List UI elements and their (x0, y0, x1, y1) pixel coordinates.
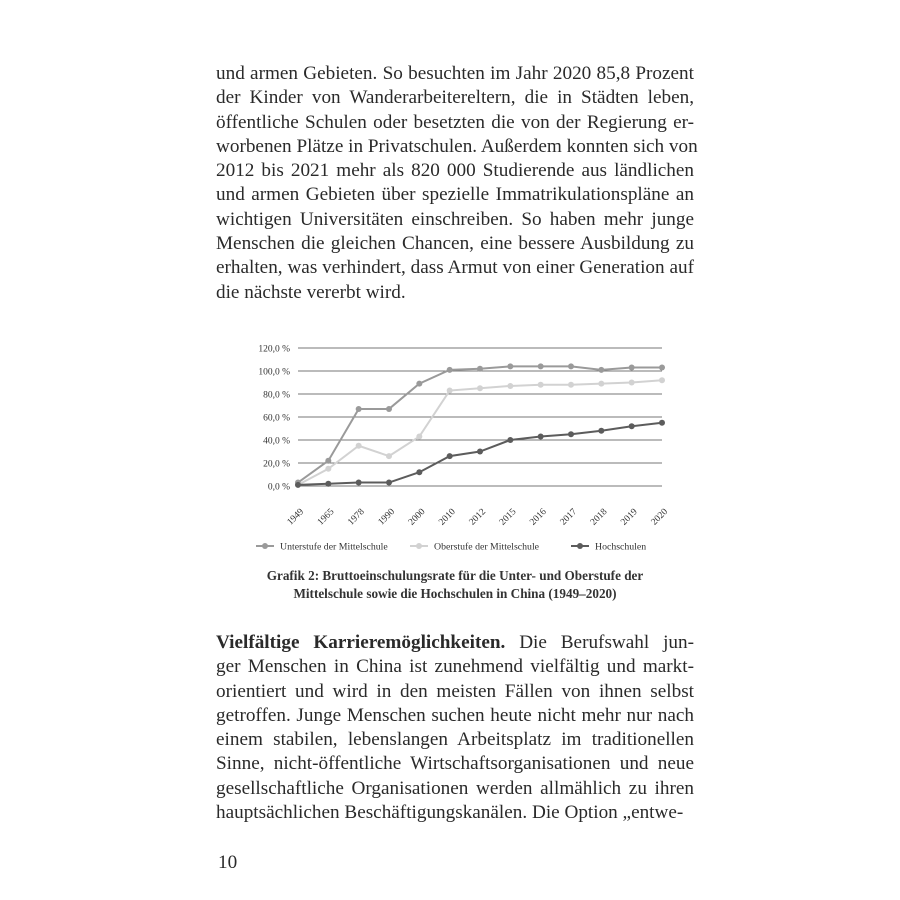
series-3-point (447, 453, 453, 459)
paragraph-1-line: Menschen die gleichen Chancen, eine bessere Ausbildung zu (216, 233, 694, 255)
series-1-point (507, 363, 513, 369)
paragraph-2-line: einem stabilen, lebenslangen Arbeitsplatz im traditionellen (216, 729, 694, 751)
series-line-2 (298, 380, 662, 485)
series-1-point (386, 406, 392, 412)
paragraph-2-line: ger Menschen in China ist zunehmend vielfältig und markt- (216, 656, 694, 678)
series-3-point (568, 431, 574, 437)
paragraph-1-line: 2012 bis 2021 mehr als 820 000 Studierende aus ländlichen (216, 160, 694, 182)
body-paragraph-1 (216, 62, 698, 305)
legend-label: Unterstufe der Mittelschule (280, 541, 388, 553)
figure-caption (216, 567, 694, 603)
y-tick-label: 80,0 % (263, 390, 290, 401)
x-tick-label: 2019 (619, 507, 640, 528)
paragraph-1-line: und armen Gebieten. So besuchten im Jahr 2020 85,8 Prozent (216, 63, 694, 84)
x-tick-label: 2010 (437, 507, 458, 528)
chart-legend (256, 542, 646, 553)
x-tick-label: 2017 (558, 507, 580, 528)
series-2-point (598, 381, 604, 387)
series-1-point (416, 381, 422, 387)
page-number: 10 (218, 852, 238, 873)
chart-x-axis-ticks (286, 507, 671, 528)
x-tick-label: 2012 (467, 507, 489, 528)
series-3-point (295, 482, 301, 488)
series-2-point (447, 388, 453, 394)
paragraph-2-first-line (216, 631, 694, 655)
paragraph-2-line: hauptsächlichen Beschäftigungskanälen. Die Option „entwe- (216, 802, 684, 824)
series-3-point (598, 428, 604, 434)
series-3-point (325, 481, 331, 487)
series-2-point (507, 383, 513, 389)
enrollment-line-chart (226, 336, 686, 558)
series-1-point (325, 458, 331, 464)
legend-swatch-marker (262, 543, 268, 549)
series-1-point (629, 365, 635, 371)
paragraph-1-line: und armen Gebieten über spezielle Immatrikulationspläne an (216, 184, 694, 206)
paragraph-1-line: erhalten, was verhindert, dass Armut von einer Generation auf (216, 257, 694, 279)
paragraph-2-first-line-text: Die Berufswahl jun- (505, 632, 694, 653)
x-tick-label: 1949 (285, 507, 307, 528)
x-tick-label: 2018 (588, 507, 610, 528)
series-2-point (386, 453, 392, 459)
legend-label: Oberstufe der Mittelschule (434, 541, 540, 553)
series-3-point (356, 480, 362, 486)
x-tick-label: 2016 (528, 507, 549, 528)
series-2-point (538, 382, 544, 388)
caption-line-1: Grafik 2: Bruttoeinschulungsrate für die Unter- und Oberstufe der (266, 568, 644, 583)
paragraph-1-line: öffentliche Schulen oder besetzten die von der Regierung er- (216, 111, 694, 133)
series-1-point (659, 365, 665, 371)
series-1-point (598, 367, 604, 373)
y-tick-label: 20,0 % (263, 459, 290, 470)
paragraph-1-line: der Kinder von Wanderarbeitereltern, die in Städten leben, (216, 87, 694, 109)
y-tick-label: 0,0 % (267, 482, 290, 493)
series-3-point (538, 434, 544, 440)
x-tick-label: 1978 (346, 507, 367, 528)
chart-series-group (295, 363, 665, 487)
series-3-point (477, 449, 483, 455)
series-2-point (629, 380, 635, 386)
paragraph-1-line: worbenen Plätze in Privatschulen. Außerdem konnten sich von (216, 135, 698, 157)
series-2-point (568, 382, 574, 388)
x-tick-label: 1990 (376, 507, 398, 528)
paragraph-2-line: orientiert und wird in den meisten Fällen von ihnen selbst (216, 680, 694, 702)
y-tick-label: 100,0 % (258, 367, 290, 378)
x-tick-label: 1965 (315, 507, 337, 528)
series-1-point (356, 406, 362, 412)
legend-swatch-marker (577, 543, 583, 549)
series-1-point (538, 363, 544, 369)
body-paragraph-2 (216, 631, 694, 825)
chart-y-axis-ticks (258, 345, 290, 493)
y-tick-label: 40,0 % (263, 436, 290, 447)
series-3-point (507, 437, 513, 443)
series-1-point (568, 363, 574, 369)
legend-label: Hochschulen (595, 541, 647, 553)
paragraph-2-line: gesellschaftliche Organisationen werden allmählich zu ihren (216, 777, 694, 799)
series-2-point (325, 466, 331, 472)
series-2-point (477, 385, 483, 391)
series-3-point (629, 423, 635, 429)
series-2-point (659, 377, 665, 383)
series-1-point (447, 367, 453, 373)
x-tick-label: 2020 (649, 507, 671, 528)
x-tick-label: 2015 (497, 507, 519, 528)
caption-line-2: Mittelschule sowie die Hochschulen in China (1949–2020) (293, 586, 617, 601)
paragraph-2-line: getroffen. Junge Menschen suchen heute nicht mehr nur nach (216, 704, 694, 726)
series-1-point (477, 366, 483, 372)
x-tick-label: 2000 (406, 507, 428, 528)
legend-swatch-marker (416, 543, 422, 549)
section-run-in-heading: Vielfältige Karrieremöglichkeiten. (216, 632, 506, 653)
series-3-point (659, 420, 665, 426)
series-2-point (416, 434, 422, 440)
series-3-point (386, 480, 392, 486)
series-3-point (416, 469, 422, 475)
y-tick-label: 60,0 % (263, 413, 290, 424)
y-tick-label: 120,0 % (258, 344, 290, 355)
series-2-point (356, 443, 362, 449)
paragraph-1-line: die nächste vererbt wird. (216, 281, 406, 303)
paragraph-1-line: wichtigen Universitäten einschreiben. So haben mehr junge (216, 208, 694, 230)
paragraph-2-line: Sinne, nicht-öffentliche Wirtschaftsorganisationen und neue (216, 753, 694, 775)
